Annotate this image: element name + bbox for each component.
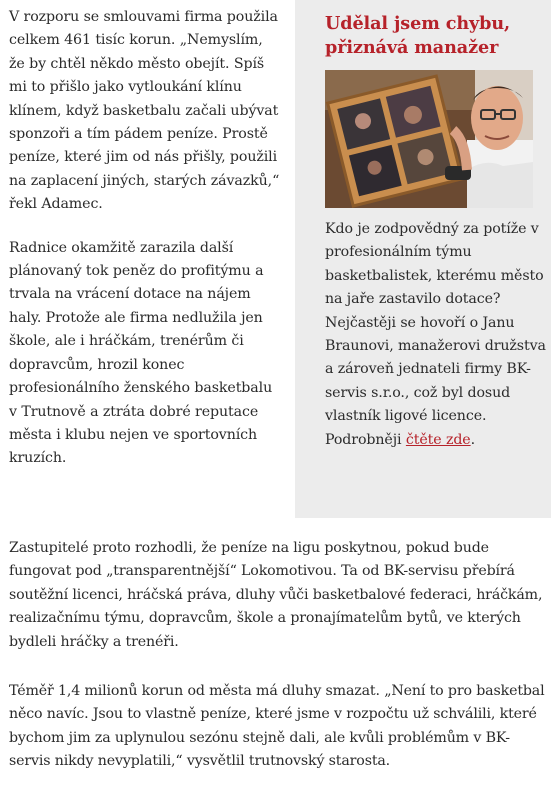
related-article-title[interactable]: Udělal jsem chybu, přiznává manažer [325,13,511,58]
paragraph-contracts: V rozporu se smlouvami firma použila celkem 461 tisíc korun. „Nemyslím, že by chtěl někdo město obejít. Spíš mi to přišlo jako vytloukání klínu klínem, když basketbalu začali ubývat sponzoři a tím pádem peníze. Prostě peníze, které jim od nás přišly, použili na zaplacení jiných, starých závazků,“ řekl Adamec. [9,9,280,213]
full-width-block-1 [9,537,549,654]
left-column [9,6,281,471]
related-article-end: . [470,431,476,448]
paragraph-council: Zastupitelé proto rozhodli, že peníze na ligu poskytnou, pokud bude fungovat pod „transparentnější“ Lokomotivou. Ta od BK-servisu přebírá soutěžní licenci, hráčská práva, dluhy vůči basketbalové federaci, hráčkám, realizačnímu týmu, dopravcům, škole a pronajímatelům bytů, ve kterých bydleli hráčky a trenéři. [9,540,543,650]
related-article-text [325,218,547,452]
read-more-link[interactable]: čtěte zde [405,431,471,448]
full-width-block-2 [9,680,549,774]
related-article-summary: Kdo je zodpovědný za potíže v profesionálním týmu basketbalistek, kterému město na jaře zastavilo dotace? Nejčastěji se hovoří o Janu Braunovi, manažerovi družstva a zároveň jednateli firmy BK-servis s.r.o., což byl dosud vlastník ligové licence. Podrobněji [325,221,546,448]
related-article-box [295,0,551,518]
manager-photo[interactable] [325,70,533,208]
paragraph-town-hall: Radnice okamžitě zarazila další plánovaný tok peněz do profitýmu a trvala na vrácení dotace na nájem haly. Protože ale firma nedlužila jen škole, ale i hráčkám, trenérům či dopravcům, hrozil konec profesionálního ženského basketbalu v Trutnově a ztráta dobré reputace města i klubu nejen ve sportovních kruzích. [9,239,273,467]
paragraph-debts: Téměř 1,4 milionů korun od města má dluhy smazat. „Není to pro basketbal něco navíc. Jsou to vlastně peníze, které jsme v rozpočtu už schválili, které bychom jim za uplynulou sezónu stejně dali, ale kvůli problémům v BK-servis nikdy nevyplatili,“ vysvětlil trutnovský starosta. [9,683,545,770]
